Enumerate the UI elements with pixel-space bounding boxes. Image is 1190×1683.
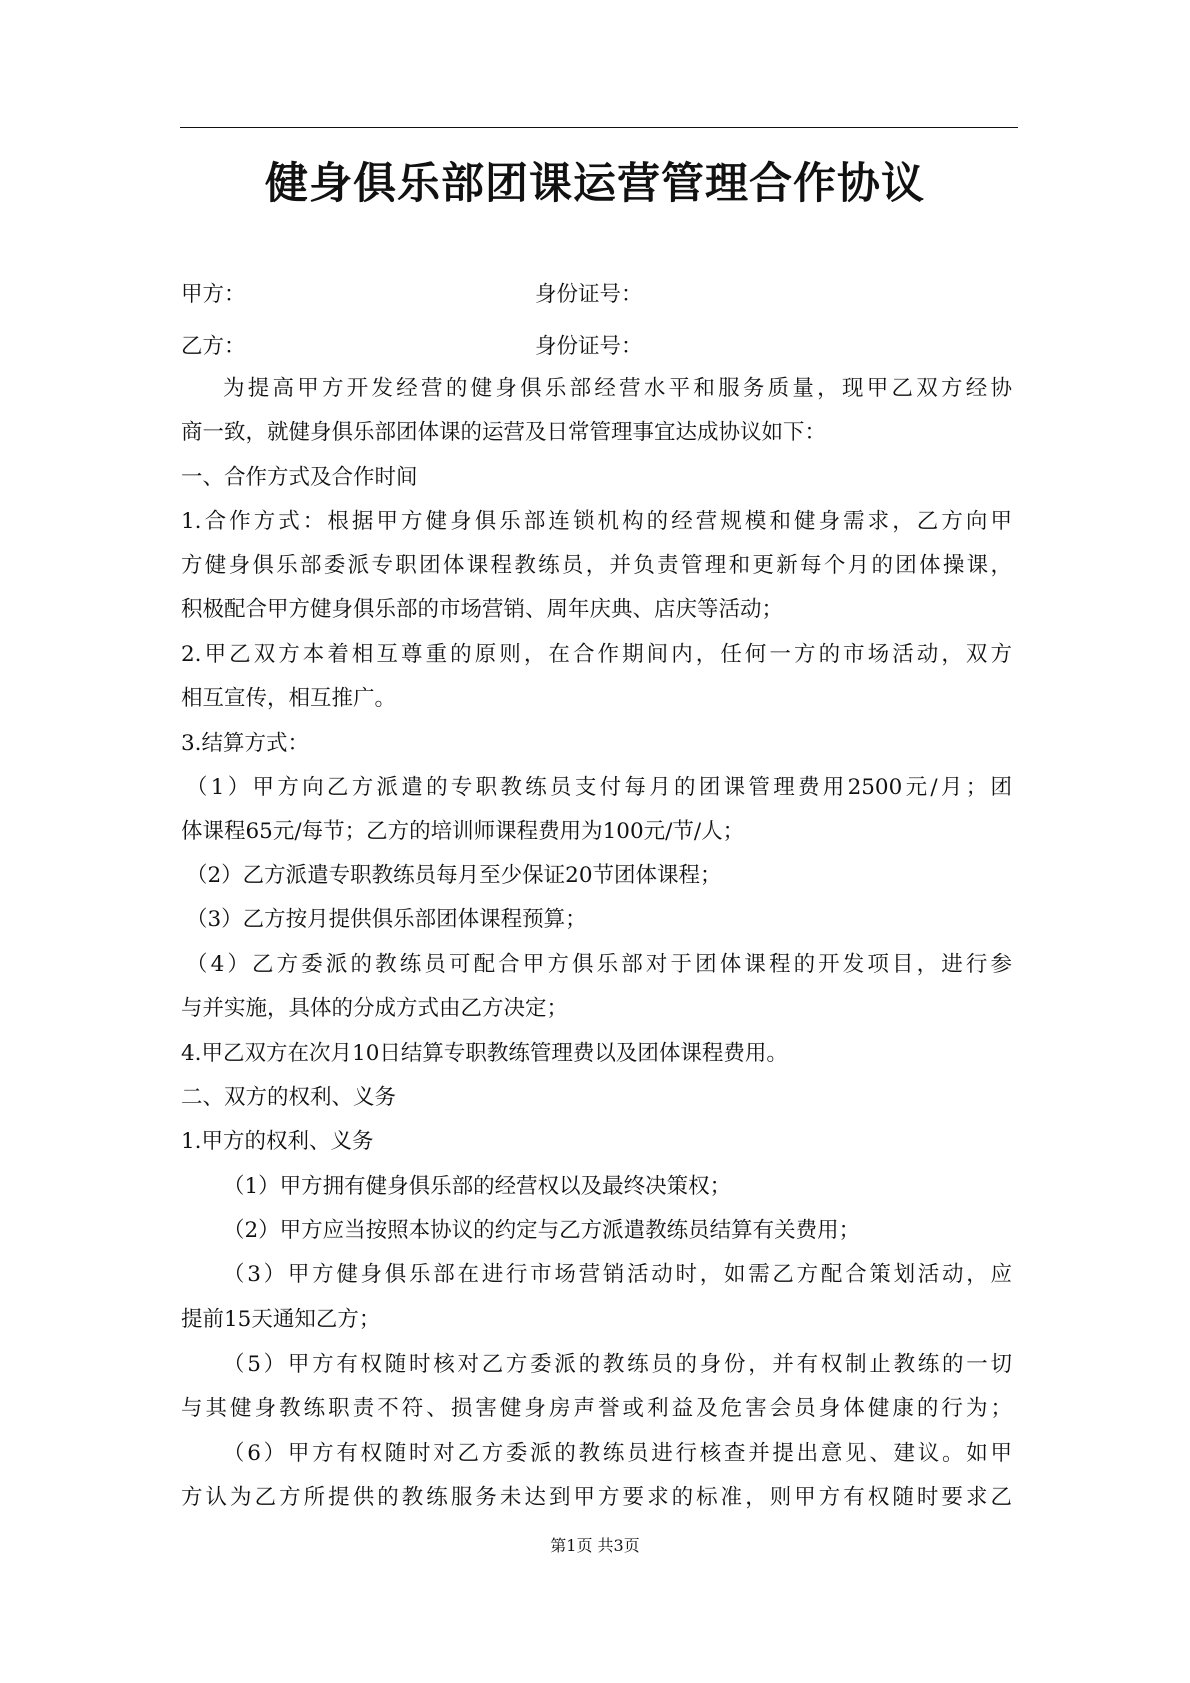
body-line: 积极配合甲方健身俱乐部的市场营销、周年庆典、店庆等活动；: [181, 597, 784, 622]
body-line: 4.甲乙双方在次月10日结算专职教练管理费以及团体课程费用。: [181, 1041, 788, 1066]
body-line: （2）乙方派遣专职教练员每月至少保证20节团体课程；: [186, 863, 722, 888]
document-title: 健身俱乐部团课运营管理合作协议: [265, 159, 925, 209]
body-line: 提前15天通知乙方；: [181, 1307, 381, 1332]
body-line: 1.合作方式：根据甲方健身俱乐部连锁机构的经营规模和健身需求，乙方向甲: [181, 509, 1012, 534]
body-line: 与并实施，具体的分成方式由乙方决定；: [181, 996, 569, 1021]
body-line: （3）乙方按月提供俱乐部团体课程预算；: [186, 907, 587, 932]
body-line: 与其健身教练职责不符、损害健身房声誉或利益及危害会员身体健康的行为；: [181, 1396, 1012, 1421]
body-line: （2）甲方应当按照本协议的约定与乙方派遣教练员结算有关费用；: [223, 1218, 861, 1243]
party-b-id-label: 身份证号：: [535, 334, 643, 359]
body-line: （1）甲方向乙方派遣的专职教练员支付每月的团课管理费用2500元/月；团: [186, 775, 1012, 800]
section-heading: 一、合作方式及合作时间: [181, 465, 418, 490]
body-line: （5）甲方有权随时核对乙方委派的教练员的身份，并有权制止教练的一切: [223, 1352, 1012, 1377]
body-line: 体课程65元/每节；乙方的培训师课程费用为100元/节/人；: [181, 819, 745, 844]
party-b-label: 乙方：: [181, 334, 246, 359]
body-line: 方健身俱乐部委派专职团体课程教练员，并负责管理和更新每个月的团体操课，: [181, 553, 1012, 578]
body-line: 为提高甲方开发经营的健身俱乐部经营水平和服务质量，现甲乙双方经协: [223, 376, 1012, 401]
body-line: 3.结算方式：: [181, 731, 310, 756]
body-line: 2.甲乙双方本着相互尊重的原则，在合作期间内，任何一方的市场活动，双方: [181, 642, 1012, 667]
page-number: 第1页 共3页: [550, 1536, 640, 1555]
header-rule: [180, 127, 1018, 128]
body-line: （4）乙方委派的教练员可配合甲方俱乐部对于团体课程的开发项目，进行参: [186, 952, 1012, 977]
party-a-id-label: 身份证号：: [535, 282, 643, 307]
subsection-heading: 1.甲方的权利、义务: [181, 1129, 374, 1154]
section-heading: 二、双方的权利、义务: [181, 1085, 397, 1110]
body-line: （6）甲方有权随时对乙方委派的教练员进行核查并提出意见、建议。如甲: [223, 1441, 1012, 1466]
body-line: （1）甲方拥有健身俱乐部的经营权以及最终决策权；: [223, 1174, 732, 1199]
body-line: 商一致，就健身俱乐部团体课的运营及日常管理事宜达成协议如下：: [181, 420, 827, 445]
body-line: 方认为乙方所提供的教练服务未达到甲方要求的标准，则甲方有权随时要求乙: [181, 1485, 1012, 1510]
body-line: （3）甲方健身俱乐部在进行市场营销活动时，如需乙方配合策划活动，应: [223, 1262, 1012, 1287]
body-line: 相互宣传，相互推广。: [181, 686, 397, 711]
party-a-label: 甲方：: [181, 282, 246, 307]
